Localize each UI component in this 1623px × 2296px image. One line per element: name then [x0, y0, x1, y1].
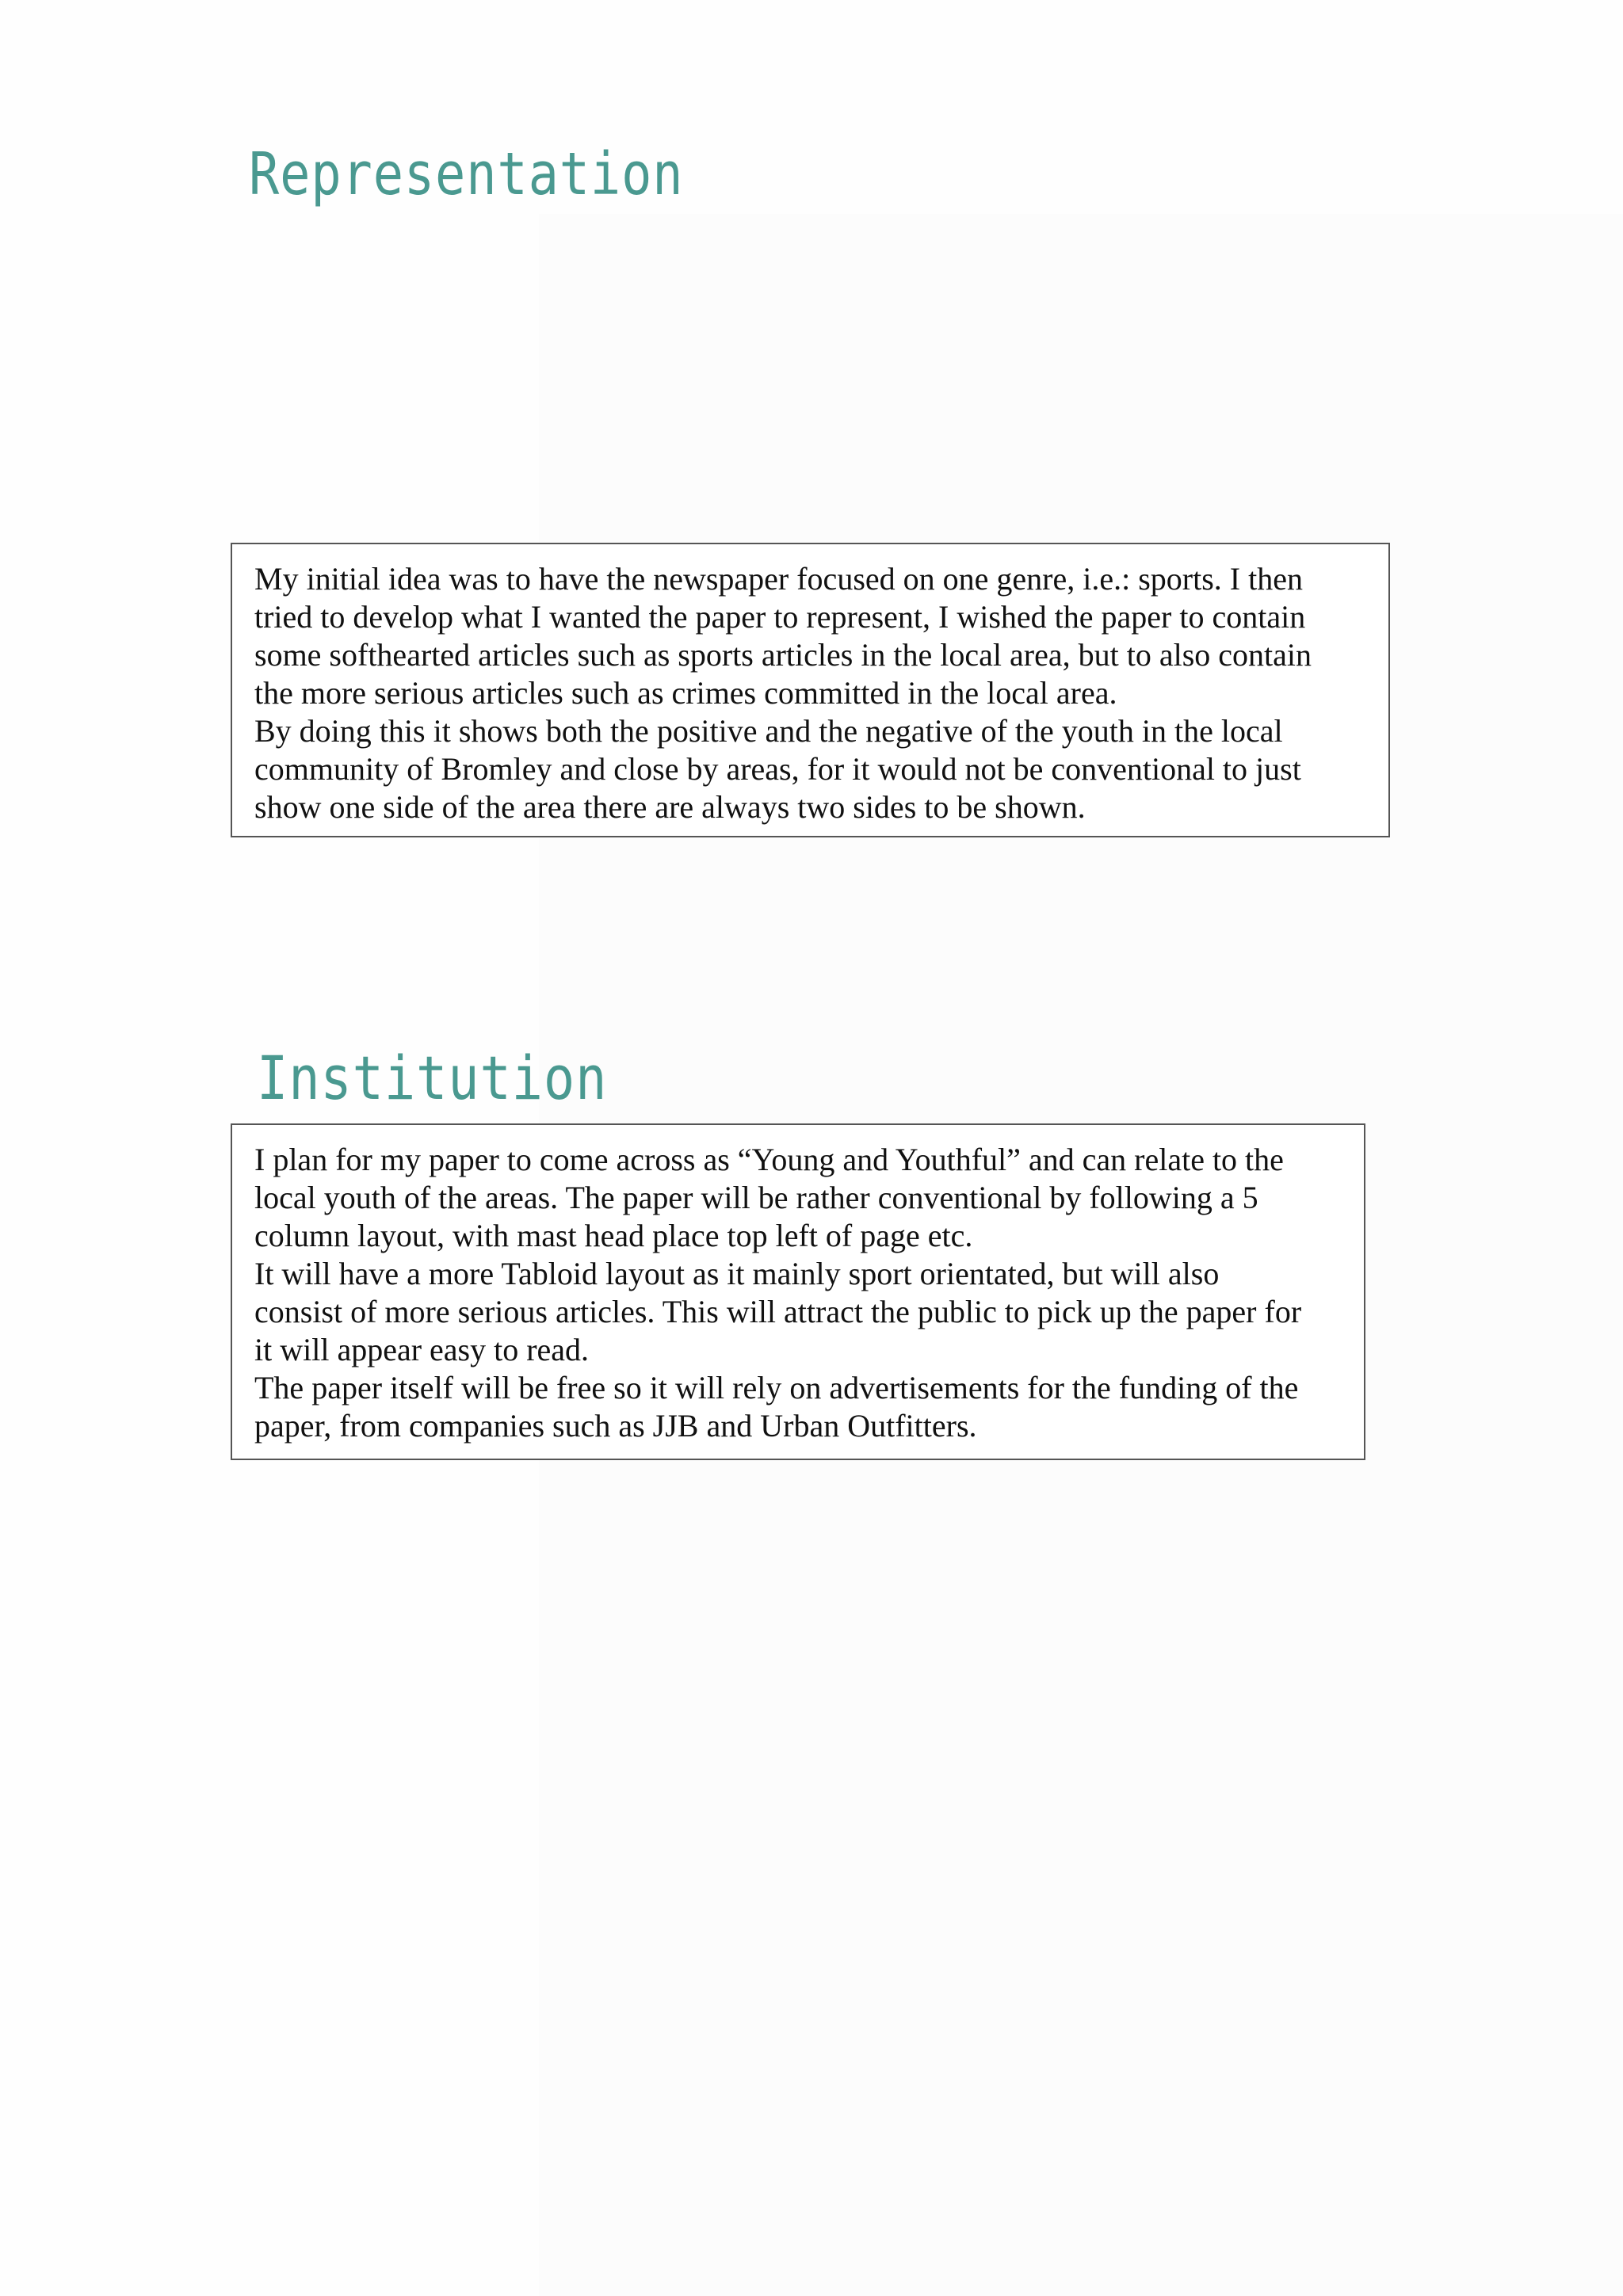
institution-text-box — [231, 1123, 1365, 1460]
representation-heading: Representation — [249, 140, 684, 208]
representation-line: show one side of the area there are always two sides to be shown. — [254, 789, 1086, 825]
representation-line: By doing this it shows both the positive and the negative of the youth in the local — [254, 713, 1283, 749]
institution-line: I plan for my paper to come across as “Young and Youthful” and can relate to the — [254, 1142, 1284, 1177]
representation-line: My initial idea was to have the newspaper focused on one genre, i.e.: sports. I then — [254, 561, 1303, 597]
institution-line: it will appear easy to read. — [254, 1332, 590, 1367]
representation-line: the more serious articles such as crimes committed in the local area. — [254, 675, 1117, 711]
representation-line: tried to develop what I wanted the paper to represent, I wished the paper to contain — [254, 599, 1306, 635]
institution-line: paper, from companies such as JJB and Urban Outfitters. — [254, 1408, 977, 1444]
institution-line: The paper itself will be free so it will rely on advertisements for the funding of the — [254, 1370, 1299, 1405]
representation-text-box — [231, 543, 1390, 837]
institution-heading: Institution — [257, 1043, 608, 1113]
representation-line: community of Bromley and close by areas, for it would not be conventional to just — [254, 751, 1301, 787]
representation-line: some softhearted articles such as sports articles in the local area, but to also contain — [254, 637, 1312, 673]
institution-line: column layout, with mast head place top left of page etc. — [254, 1218, 973, 1253]
institution-line: It will have a more Tabloid layout as it mainly sport orientated, but will also — [254, 1256, 1220, 1291]
institution-line: local youth of the areas. The paper will be rather conventional by following a 5 — [254, 1180, 1258, 1215]
institution-line: consist of more serious articles. This will attract the public to pick up the paper for — [254, 1294, 1302, 1329]
